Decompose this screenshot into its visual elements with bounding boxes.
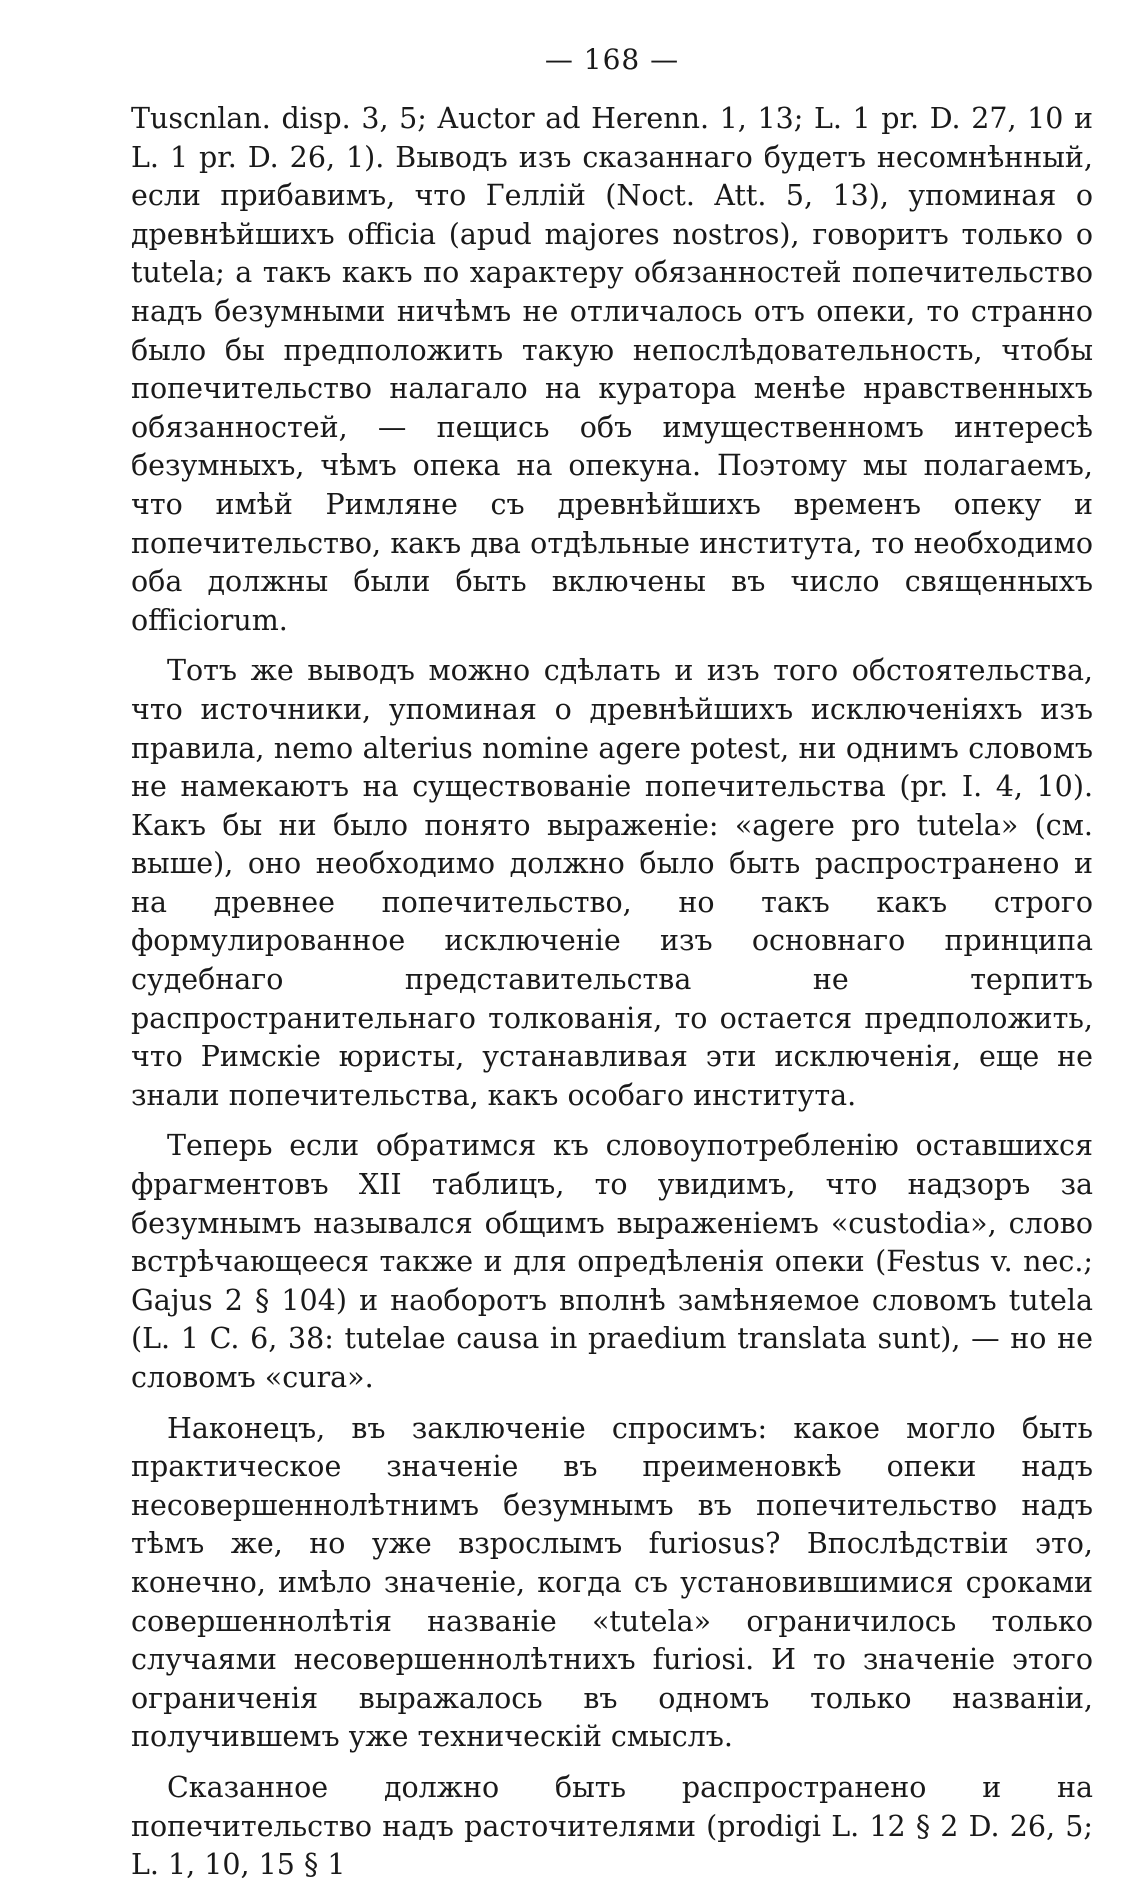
book-page [131,40,1093,1885]
paragraph: Тотъ же выводъ можно сдѣлать и изъ того обстоятельства, что источники, упоминая о древнѣйшихъ исключеніяхъ изъ правила, nemo alterius nomine agere potest, ни однимъ словомъ не намекаютъ на существованіе попечительства (pr. I. 4, 10). Какъ бы ни было понято выраженіе: «agere pro tutela» (см. выше), оно необходимо должно было быть распространено и на древнее попечительство, но такъ какъ строго формулированное исключеніе изъ основнаго принципа судебнаго представительства не терпитъ распространительнаго толкованія, то остается предположить, что Римскіе юристы, устанавливая эти исключенія, еще не знали попечительства, какъ особаго института. [131,654,1093,1112]
paragraph: Теперь если обратимся къ словоупотребленію оставшихся фрагментовъ XII таблицъ, то увидимъ, что надзоръ за безумнымъ назывался общимъ выраженіемъ «custodia», слово встрѣчающееся также и для опредѣленія опеки (Festus v. nec.; Gajus 2 § 104) и наоборотъ вполнѣ замѣняемое словомъ tutela (L. 1 C. 6, 38: tutelae causa in praedium translata sunt), — но не словомъ «cura». [131,1129,1093,1394]
paragraph: Сказанное должно быть распространено и на попечительство надъ расточителями (prodigi L. 12 § 2 D. 26, 5; L. 1, 10, 15 § 1 [131,1770,1093,1882]
paragraph-continued: Tuscnlan. disp. 3, 5; Auctor ad Herenn. 1, 13; L. 1 pr. D. 27, 10 и L. 1 pr. D. 26, 1). Выводъ изъ сказаннаго будетъ несомнѣнный, если прибавимъ, что Геллій (Noct. Att. 5, 13), упоминая о древнѣйшихъ officia (apud majores nostros), говоритъ только о tutela; а такъ какъ по характеру обязанностей попечительство надъ безумными ничѣмъ не отличалось отъ опеки, то странно было бы предположить такую непослѣдовательность, чтобы попечительство налагало на куратора менѣе нравственныхъ обязанностей, — пещись объ имущественномъ интересѣ безумныхъ, чѣмъ опека на опекуна. Поэтому мы полагаемъ, что имѣй Римляне съ древнѣйшихъ временъ опеку и попечительство, какъ два отдѣльные института, то необходимо оба должны были быть включены въ число священныхъ officiorum. [131,102,1093,637]
page-number: — 168 — [544,43,680,76]
paragraph: Наконецъ, въ заключеніе спросимъ: какое могло быть практическое значеніе въ преименовкѣ опеки надъ несовершеннолѣтнимъ безумнымъ въ попечительство надъ тѣмъ же, но уже взрослымъ furiosus? Впослѣдствіи это, конечно, имѣло значеніе, когда съ установившимися сроками совершеннолѣтія названіе «tutela» ограничилось только случаями несовершеннолѣтнихъ furiosi. И то значеніе этого ограниченія выражалось въ одномъ только названіи, получившемъ уже техническій смыслъ. [131,1411,1093,1754]
